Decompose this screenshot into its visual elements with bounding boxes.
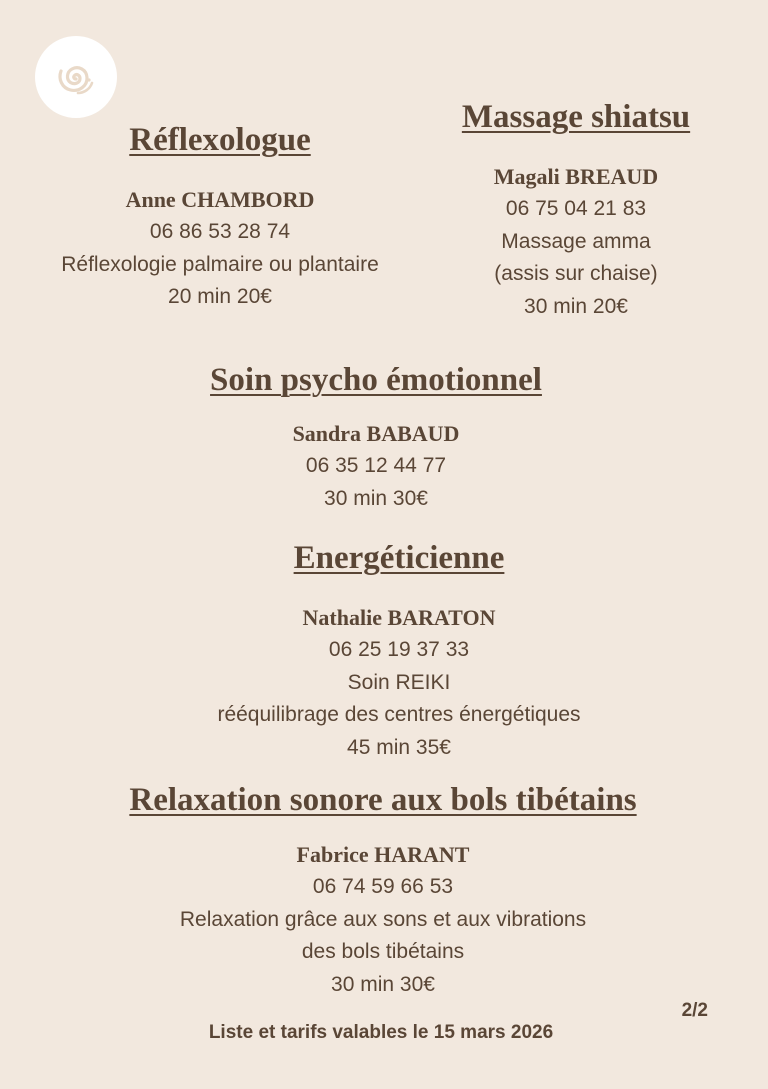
phone-number: 06 74 59 66 53 bbox=[312, 875, 454, 898]
phone-number: 06 86 53 28 74 bbox=[149, 220, 291, 243]
page-number: 2/2 bbox=[681, 1000, 708, 1021]
practitioner-name: Anne CHAMBORD bbox=[125, 187, 315, 212]
section-energeticienne bbox=[0, 538, 768, 764]
section-soin-psycho-emotionnel bbox=[0, 360, 752, 515]
service-detail: Relaxation grâce aux sons et aux vibrations bbox=[179, 907, 587, 931]
price: 30 min 20€ bbox=[524, 294, 628, 318]
service-detail: rééquilibrage des centres énergétiques bbox=[217, 703, 581, 726]
service-detail: Massage amma bbox=[501, 229, 651, 253]
section-title: Massage shiatsu bbox=[461, 99, 691, 135]
section-title: Soin psycho émotionnel bbox=[210, 362, 542, 398]
price: 45 min 35€ bbox=[347, 735, 451, 759]
practitioner-name: Nathalie BARATON bbox=[302, 605, 496, 630]
price: 20 min 20€ bbox=[168, 285, 272, 308]
service-detail: Soin REIKI bbox=[347, 670, 451, 694]
practitioner-name: Sandra BABAUD bbox=[292, 421, 460, 446]
service-detail: Réflexologie palmaire ou plantaire bbox=[61, 252, 379, 276]
section-title: Relaxation sonore aux bols tibétains bbox=[129, 782, 637, 818]
phone-number: 06 75 04 21 83 bbox=[505, 197, 647, 220]
phone-number: 06 35 12 44 77 bbox=[305, 454, 447, 477]
service-detail: (assis sur chaise) bbox=[494, 262, 658, 285]
footer-note: Liste et tarifs valables le 15 mars 2026 bbox=[208, 1022, 554, 1043]
logo bbox=[35, 36, 117, 118]
price: 30 min 30€ bbox=[331, 972, 435, 996]
service-detail: des bols tibétains bbox=[301, 940, 465, 963]
section-massage-shiatsu bbox=[426, 97, 726, 323]
spiral-logo-icon bbox=[48, 49, 104, 105]
practitioner-name: Fabrice HARANT bbox=[296, 842, 470, 867]
section-reflexologue bbox=[20, 120, 420, 314]
price: 30 min 30€ bbox=[324, 486, 428, 510]
section-title: Energéticienne bbox=[293, 540, 505, 576]
section-title: Réflexologue bbox=[129, 122, 311, 158]
practitioner-name: Magali BREAUD bbox=[493, 164, 659, 189]
section-relaxation-sonore bbox=[0, 780, 766, 1001]
phone-number: 06 25 19 37 33 bbox=[328, 638, 470, 661]
